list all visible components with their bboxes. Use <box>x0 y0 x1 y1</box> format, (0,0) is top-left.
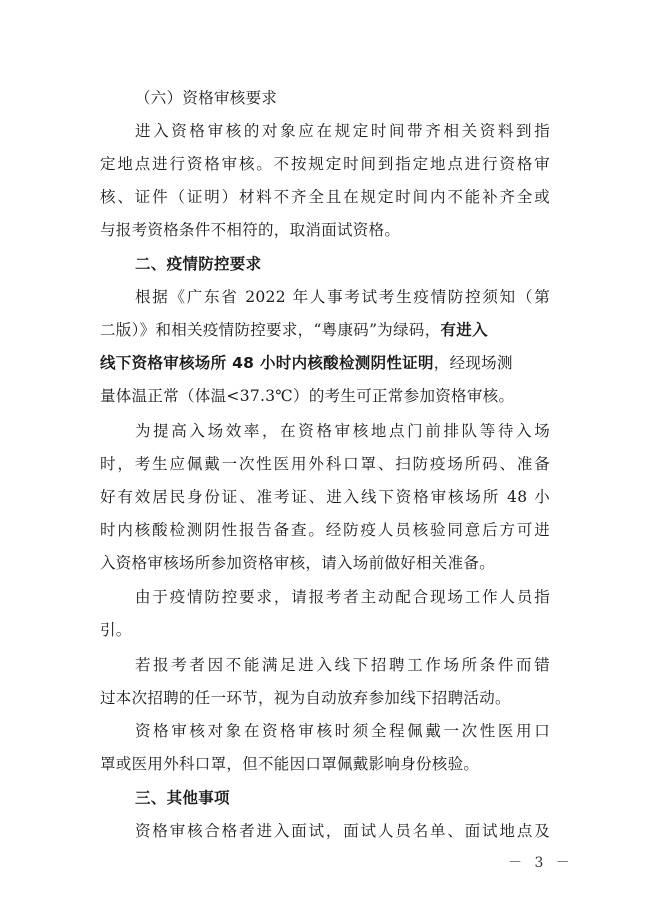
paragraph-bold-text: 线下资格审核场所 48 小时内核酸检测阴性证明 <box>100 354 434 372</box>
paragraph-line: 资格审核合格者进入面试，面试人员名单、面试地点及 <box>135 822 550 840</box>
paragraph-line: 根据《广东省 2022 年人事考试考生疫情防控须知（第 <box>135 288 550 306</box>
paragraph-line: 入资格审核场所参加资格审核，请入场前做好相关准备。 <box>100 554 496 572</box>
paragraph-text: 二版）》和相关疫情防控要求，“粤康码”为绿码， <box>100 321 441 339</box>
paragraph-line-mixed <box>100 353 550 373</box>
paragraph-line: 引。 <box>100 621 132 639</box>
paragraph-line: 进入资格审核的对象应在规定时间带齐相关资料到指 <box>135 122 550 140</box>
section-heading-epidemic: 二、疫情防控要求 <box>135 255 262 273</box>
page-number: － 3 － <box>508 855 574 871</box>
paragraph-line: 过本次招聘的任一环节，视为自动放弃参加线下招聘活动。 <box>100 689 511 707</box>
paragraph-line: 若报考者因不能满足进入线下招聘工作场所条件而错 <box>135 656 550 674</box>
paragraph-text: ，经现场测 <box>433 354 513 372</box>
paragraph-line: 与报考资格条件不相符的，取消面试资格。 <box>100 221 401 239</box>
paragraph-line: 时，考生应佩戴一次性医用外科口罩、扫防疫场所码、准备 <box>100 455 550 473</box>
paragraph-line: 罩或医用外科口罩，但不能因口罩佩戴影响身份核验。 <box>100 755 480 773</box>
subheading-qualification-review: （六）资格审核要求 <box>135 89 278 107</box>
paragraph-line: 好有效居民身份证、准考证、进入线下资格审核场所 48 小 <box>100 488 550 506</box>
paragraph-line: 核、证件（证明）材料不齐全且在规定时间内不能补齐全或 <box>100 188 550 206</box>
paragraph-bold-text: 有进入 <box>440 321 488 339</box>
paragraph-line: 定地点进行资格审核。不按规定时间到指定地点进行资格审 <box>100 155 550 173</box>
paragraph-line: 量体温正常（体温<37.3℃）的考生可正常参加资格审核。 <box>100 387 515 405</box>
paragraph-line-mixed <box>100 320 550 340</box>
paragraph-line: 为提高入场效率，在资格审核地点门前排队等待入场 <box>135 422 550 440</box>
paragraph-line: 时内核酸检测阴性报告备查。经防疫人员核验同意后方可进 <box>100 521 550 539</box>
section-heading-other: 三、其他事项 <box>135 789 230 807</box>
paragraph-line: 资格审核对象在资格审核时须全程佩戴一次性医用口 <box>135 722 550 740</box>
paragraph-line: 由于疫情防控要求，请报考者主动配合现场工作人员指 <box>135 588 550 606</box>
